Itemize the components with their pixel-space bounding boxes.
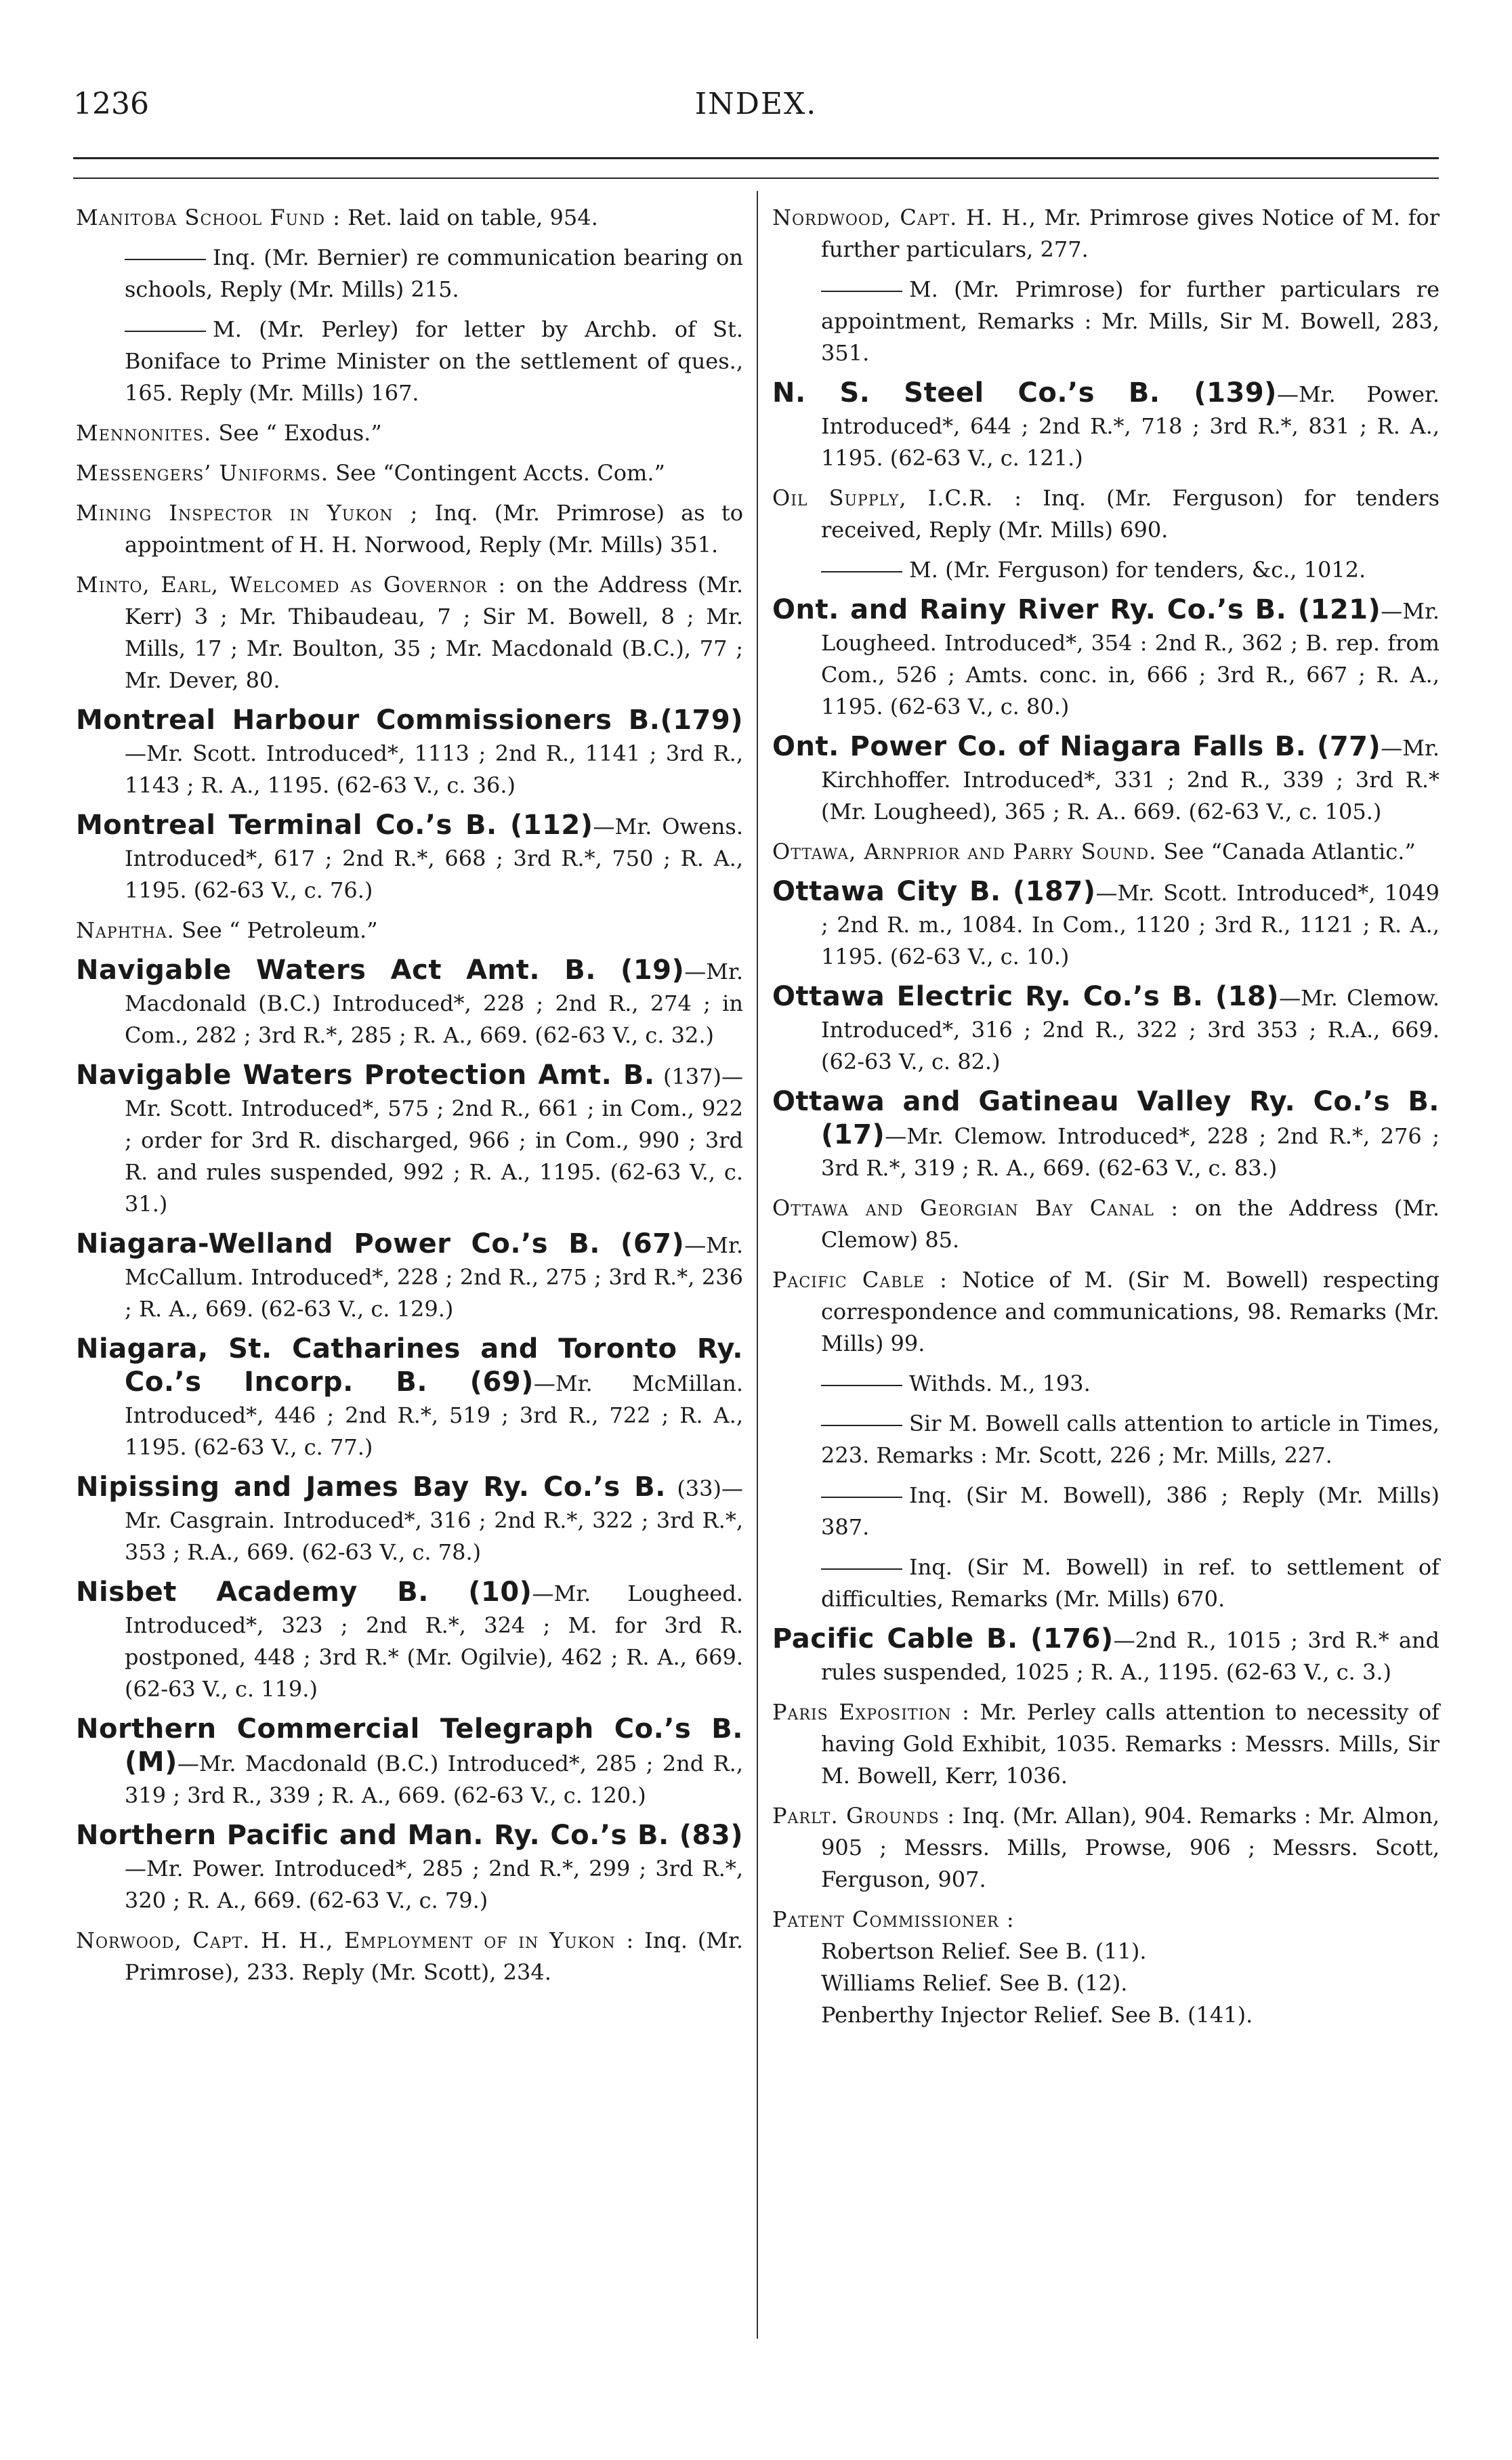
entry-text: See “Canada Atlantic.” — [1156, 839, 1416, 864]
page-header — [73, 87, 1439, 141]
entry-text: Mr. Perley calls attention to necessity of having Gold Exhibit, 1035. Remarks : Messrs. Mills, Sir M. Bowell, Kerr, 1036. — [821, 1699, 1440, 1789]
entry-heading: Ottawa Electric Ry. Co.’s B. (18) — [772, 981, 1280, 1012]
index-entry — [772, 1696, 1440, 1792]
entry-text: —Mr. Scott. Introduced*, 1049 ; 2nd R. m., 1084. In Com., 1120 ; 3rd R., 1121 ; R. A., 1195. (62-63 V., c. 10.) — [821, 880, 1440, 970]
header-rule-top — [73, 157, 1439, 159]
entry-text: —Mr. Macdonald (B.C.) Introduced*, 285 ; 2nd R., 319 ; 3rd R., 339 ; R. A., 669. (62-63 V., c. 120.) — [125, 1751, 743, 1808]
index-entry — [76, 457, 743, 489]
entry-text: See “Contingent Accts. Com.” — [329, 460, 665, 486]
entry-heading: Montreal Harbour Commissioners B.(179) — [76, 705, 743, 736]
entry-text: Withds. M., 193. — [909, 1371, 1091, 1396]
sublist-item: Robertson Relief. See B. (11). — [821, 1938, 1147, 1964]
page-number: 1236 — [73, 87, 149, 121]
index-entry — [772, 1192, 1440, 1256]
header-rule-bottom — [73, 178, 1439, 179]
entry-heading: Northern Commercial Telegraph Co.’s B. (M) — [76, 1713, 743, 1778]
entry-heading: Ottawa, Arnprior and Parry Sound. — [772, 839, 1157, 864]
entry-text: Notice of M. (Sir M. Bowell) respecting correspondence and communications, 98. Remarks (Mr. Mills) 99. — [821, 1267, 1440, 1356]
entry-heading: Oil Supply, I.C.R. : — [772, 485, 1023, 511]
index-entry — [76, 1060, 743, 1220]
entry-text: Sir M. Bowell calls attention to article in Times, 223. Remarks : Mr. Scott, 226 ; Mr. Mills, 227. — [821, 1411, 1440, 1468]
entry-heading: Pacific Cable B. (176) — [772, 1623, 1114, 1654]
entry-heading: Montreal Terminal Co.’s B. (112) — [76, 810, 593, 841]
entry-heading: Ottawa and Gatineau Valley Ry. Co.’s B. (17) — [772, 1086, 1440, 1150]
entry-heading: Mennonites. — [76, 420, 212, 446]
entry-text: Inq. (Mr. Primrose) as to appointment of H. H. Norwood, Reply (Mr. Mills) 351. — [125, 500, 744, 558]
entry-text: Inq. (Mr. Bernier) re communication bearing on schools, Reply (Mr. Mills) 215. — [125, 245, 743, 302]
index-entry — [76, 1333, 743, 1463]
entry-heading: Navigable Waters Protection Amt. B. — [76, 1060, 655, 1091]
ditto-dash — [125, 331, 206, 332]
entry-heading: Niagara, St. Catharines and Toronto Ry. Co.’s Incorp. B. (69) — [76, 1333, 743, 1398]
ditto-dash — [821, 1425, 902, 1426]
index-subentry — [772, 1368, 1440, 1400]
entry-text: Inq. (Mr. Primrose), 233. Reply (Mr. Scott), 234. — [125, 1927, 743, 1985]
sublist-item: Penberthy Injector Relief. See B. (141). — [821, 2002, 1253, 2028]
entry-text: Inq. (Mr. Ferguson) for tenders received, Reply (Mr. Mills) 690. — [821, 485, 1440, 543]
entry-heading: Ont. Power Co. of Niagara Falls B. (77) — [772, 731, 1381, 762]
entry-heading: Ottawa City B. (187) — [772, 876, 1096, 907]
entry-text: (137)—Mr. Scott. Introduced*, 575 ; 2nd R., 661 ; in Com., 922 ; order for 3rd R. discharged, 966 ; in Com., 990 ; 3rd R. and rules suspended, 992 ; R. A., 1195. (62-63 V., c. 31.) — [125, 1064, 744, 1217]
index-entry — [76, 1472, 743, 1568]
entry-text: Inq. (Sir M. Bowell) in ref. to settlement of difficulties, Remarks (Mr. Mills) 670. — [821, 1554, 1440, 1612]
entry-text: —Mr. Lougheed. Introduced*, 323 ; 2nd R.*, 324 ; M. for 3rd R. postponed, 448 ; 3rd R.* (Mr. Ogilvie), 462 ; R. A., 669. (62-63 V., c. 119.) — [125, 1581, 743, 1702]
page-title: INDEX. — [694, 87, 818, 121]
entry-heading: Patent Commissioner : — [772, 1906, 1015, 1932]
index-subentry — [772, 1408, 1440, 1472]
entry-text: —Mr. Macdonald (B.C.) Introduced*, 228 ; 2nd R., 274 ; in Com., 282 ; 3rd R.*, 285 ; R. A., 669. (62-63 V., c. 32.) — [125, 959, 743, 1048]
column-divider — [757, 191, 758, 2339]
index-subentry — [772, 1551, 1440, 1615]
entry-text: —Mr. Clemow. Introduced*, 228 ; 2nd R.*, 276 ; 3rd R.*, 319 ; R. A., 669. (62-63 V., c. 83.) — [821, 1123, 1440, 1181]
ditto-dash — [125, 259, 206, 260]
index-entry — [772, 377, 1440, 474]
index-entry — [772, 876, 1440, 973]
entry-text: —Mr. Clemow. Introduced*, 316 ; 2nd R., 322 ; 3rd 353 ; R.A., 669. (62-63 V., c. 82.) — [821, 985, 1440, 1075]
entry-text: Inq. (Mr. Allan), 904. Remarks : Mr. Almon, 905 ; Messrs. Mills, Prowse, 906 ; Messrs. Scott, Ferguson, 907. — [821, 1803, 1440, 1892]
entry-text: —Mr. Power. Introduced*, 644 ; 2nd R.*, 718 ; 3rd R.*, 831 ; R. A., 1195. (62-63 V., c. 121.) — [821, 381, 1440, 471]
index-entry — [76, 1577, 743, 1705]
entry-heading: N. S. Steel Co.’s B. (139) — [772, 377, 1277, 409]
ditto-dash — [821, 1385, 902, 1386]
ditto-dash — [821, 571, 902, 572]
entry-heading: Manitoba School Fund : — [76, 205, 341, 230]
entry-text: —Mr. Owens. Introduced*, 617 ; 2nd R.*, 668 ; 3rd R.*, 750 ; R. A., 1195. (62-63 V., c. 76.) — [125, 814, 744, 903]
ditto-dash — [821, 1568, 902, 1570]
entry-heading: Nordwood, Capt. H. H., — [772, 205, 1036, 230]
entry-text: See “ Exodus.” — [211, 420, 382, 446]
entry-heading: Paris Exposition : — [772, 1699, 970, 1725]
entry-text: (33)—Mr. Casgrain. Introduced*, 316 ; 2nd R.*, 322 ; 3rd R.*, 353 ; R.A., 669. (62-63 V., c. 78.) — [125, 1476, 744, 1565]
index-subentry — [772, 1480, 1440, 1543]
index-entry — [76, 1925, 743, 1988]
index-entry — [76, 705, 743, 801]
entry-text: —Mr. McCallum. Introduced*, 228 ; 2nd R., 275 ; 3rd R.*, 236 ; R. A., 669. (62-63 V., c. 129.) — [125, 1232, 743, 1322]
entry-text: —Mr. Power. Introduced*, 285 ; 2nd R.*, 299 ; 3rd R.*, 320 ; R. A., 669. (62-63 V., c. 79.) — [125, 1856, 743, 1913]
entry-text: Inq. (Sir M. Bowell), 386 ; Reply (Mr. Mills) 387. — [821, 1482, 1440, 1540]
entry-text: on the Address (Mr. Kerr) 3 ; Mr. Thibaudeau, 7 ; Sir M. Bowell, 8 ; Mr. Mills, 17 ; Mr. Boulton, 35 ; Mr. Macdonald (B.C.), 77 ; Mr. Dever, 80. — [125, 572, 743, 693]
entry-heading: Nisbet Academy B. (10) — [76, 1577, 532, 1608]
index-entry — [772, 202, 1440, 266]
entry-heading: Minto, Earl, Welcomed as Governor : — [76, 572, 507, 598]
entry-heading: Parlt. Grounds : — [772, 1803, 956, 1829]
entry-heading: Messengers’ Uniforms. — [76, 460, 329, 486]
right-column — [772, 202, 1440, 2039]
index-entry — [76, 915, 743, 946]
index-entry — [76, 1228, 743, 1325]
entry-heading: Naphtha. — [76, 917, 175, 943]
entry-heading: Niagara-Welland Power Co.’s B. (67) — [76, 1228, 685, 1259]
entry-heading: Northern Pacific and Man. Ry. Co.’s B. (83) — [76, 1820, 743, 1851]
index-entry — [76, 810, 743, 906]
index-entry — [772, 1264, 1440, 1360]
sublist-item: Williams Relief. See B. (12). — [821, 1970, 1128, 1996]
index-entry — [76, 417, 743, 449]
entry-text: —Mr. McMillan. Introduced*, 446 ; 2nd R.*, 519 ; 3rd R., 722 ; R. A., 1195. (62-63 V., c. 77.) — [125, 1371, 744, 1460]
index-entry — [76, 1820, 743, 1917]
ditto-dash — [821, 291, 902, 292]
entry-text: —Mr. Scott. Introduced*, 1113 ; 2nd R., 1141 ; 3rd R., 1143 ; R. A., 1195. (62-63 V., c. 36.) — [125, 741, 743, 798]
entry-text: Ret. laid on table, 954. — [340, 205, 598, 230]
index-entry — [772, 981, 1440, 1078]
entry-text: M. (Mr. Primrose) for further particulars re appointment, Remarks : Mr. Mills, Sir M. Bowell, 283, 351. — [821, 276, 1440, 366]
index-entry — [76, 202, 743, 234]
index-subentry — [772, 554, 1440, 586]
left-column — [76, 202, 743, 1997]
index-entry — [76, 497, 743, 561]
index-subentry — [76, 242, 743, 306]
entry-text: See “ Petroleum.” — [174, 917, 378, 943]
ditto-dash — [821, 1497, 902, 1498]
entry-heading: Ottawa and Georgian Bay Canal : — [772, 1195, 1179, 1221]
index-entry — [76, 955, 743, 1051]
entry-text: on the Address (Mr. Clemow) 85. — [821, 1195, 1440, 1253]
index-entry — [772, 1086, 1440, 1184]
index-entry — [772, 1904, 1440, 2031]
index-entry — [76, 1713, 743, 1812]
entry-heading: Pacific Cable : — [772, 1267, 948, 1293]
entry-heading: Ont. and Rainy River Ry. Co.’s B. (121) — [772, 594, 1381, 625]
entry-heading: Norwood, Capt. H. H., Employment of in Yukon : — [76, 1927, 635, 1953]
entry-text: —Mr. Kirchhoffer. Introduced*, 331 ; 2nd R., 339 ; 3rd R.* (Mr. Lougheed), 365 ; R. A.. 669. (62-63 V., c. 105.) — [821, 735, 1440, 825]
entry-heading: Navigable Waters Act Amt. B. (19) — [76, 955, 685, 986]
index-entry — [772, 594, 1440, 723]
entry-text: M. (Mr. Perley) for letter by Archb. of St. Boniface to Prime Minister on the settlement of ques., 165. Reply (Mr. Mills) 167. — [125, 316, 743, 406]
entry-text: —Mr. Lougheed. Introduced*, 354 : 2nd R., 362 ; B. rep. from Com., 526 ; Amts. conc. in, 666 ; 3rd R., 667 ; R. A., 1195. (62-63 V., c. 80.) — [821, 598, 1440, 720]
entry-heading: Nipissing and James Bay Ry. Co.’s B. — [76, 1472, 666, 1503]
index-entry — [772, 482, 1440, 546]
index-entry — [772, 731, 1440, 828]
index-entry — [772, 1623, 1440, 1688]
index-entry — [772, 1800, 1440, 1896]
entry-heading: Mining Inspector in Yukon ; — [76, 500, 419, 526]
entry-text: —2nd R., 1015 ; 3rd R.* and rules suspended, 1025 ; R. A., 1195. (62-63 V., c. 3.) — [821, 1627, 1440, 1685]
entry-text: Mr. Primrose gives Notice of M. for further particulars, 277. — [821, 205, 1440, 262]
entry-text: M. (Mr. Ferguson) for tenders, &c., 1012. — [909, 557, 1366, 583]
entry-sublist — [821, 1936, 1440, 2031]
index-subentry — [772, 274, 1440, 369]
index-entry — [772, 836, 1440, 868]
index-entry — [76, 569, 743, 696]
index-subentry — [76, 314, 743, 409]
